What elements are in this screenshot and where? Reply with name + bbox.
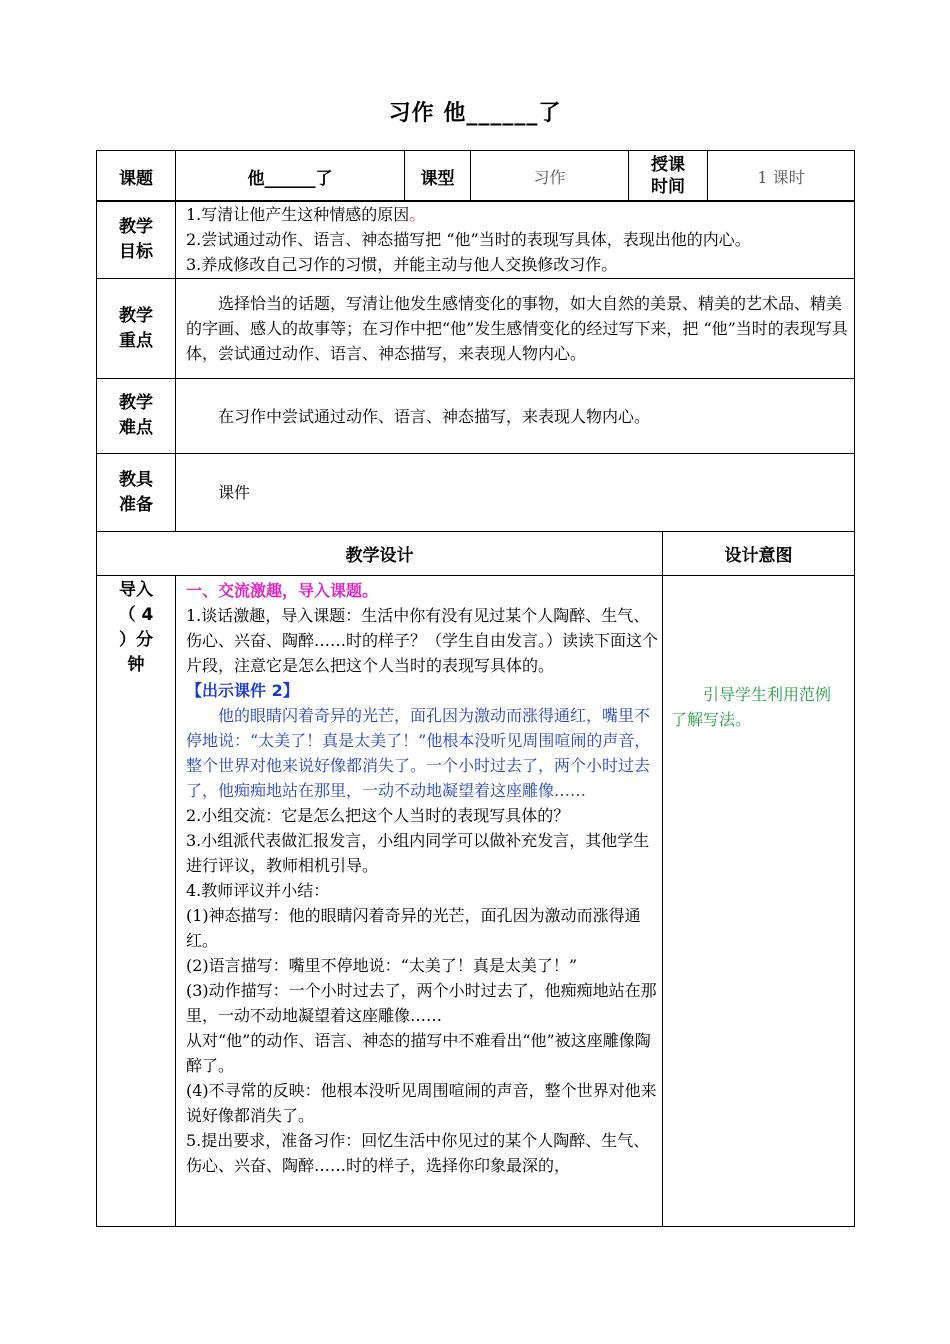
difficulties-label: 教学难点	[97, 379, 176, 454]
step-4-4: (4)不寻常的反映：他根本没听见周围喧闹的声音，整个世界对他来说好像都消失了。	[186, 1081, 657, 1125]
intent-cell	[663, 576, 855, 1227]
design-table	[96, 531, 855, 1227]
header-table	[96, 150, 855, 202]
step-4-summary: 从对“他”的动作、语言、神态的描写中不难看出“他”被这座雕像陶醉了。	[186, 1031, 651, 1075]
time-value: 1 课时	[708, 151, 855, 202]
page-title: 习作 他______了	[388, 101, 562, 126]
time-label: 授课时间	[629, 151, 708, 202]
goal-item-3: 3.养成修改自己习作的习惯，并能主动与他人交换修改习作。	[186, 255, 618, 274]
key-points-label: 教学重点	[97, 279, 176, 379]
type-value: 习作	[471, 151, 629, 202]
goal-item-1: 1.写清让他产生这种情感的原因。	[186, 205, 426, 224]
stage-label: 导入（ 4 ）分钟	[97, 576, 176, 1227]
design-header: 教学设计	[97, 532, 663, 576]
topic-value: 他______了	[176, 151, 405, 202]
goals-label: 教学目标	[97, 201, 176, 279]
step-2: 2.小组交流：它是怎么把这个人当时的表现写具体的？	[186, 806, 570, 825]
step-3: 3.小组派代表做汇报发言，小组内同学可以做补充发言，其他学生进行评议，教师相机引导。	[186, 831, 650, 875]
type-label: 课型	[405, 151, 471, 202]
key-points-text: 选择恰当的话题，写清让他发生感情变化的事物，如大自然的美景、精美的艺术品、精美的字画、感人的故事等；在习作中把“他”发生感情变化的经过写下来，把 “他”当时的表现写具体，尝试通过动作、语言、神态描写，来表现人物内心。	[176, 279, 855, 379]
step-5: 5.提出要求，准备习作：回忆生活中你见过的某个人陶醉、生气、伤心、兴奋、陶醉……时的样子，选择你印象最深的，	[186, 1131, 650, 1175]
step-1: 1.谈话激趣，导入课题：生活中你有没有见过某个人陶醉、生气、伤心、兴奋、陶醉……时的样子？（学生自由发言。）读读下面这个片段，注意它是怎么把这个人当时的表现写具体的。	[186, 606, 659, 675]
step-4-2: (2)语言描写：嘴里不停地说：“太美了！真是太美了！”	[186, 956, 578, 975]
difficulties-text: 在习作中尝试通过动作、语言、神态描写，来表现人物内心。	[176, 379, 855, 454]
tools-label: 教具准备	[97, 454, 176, 532]
tools-text: 课件	[176, 454, 855, 532]
step-4-1: (1)神态描写：他的眼睛闪着奇异的光芒，面孔因为激动而涨得通红。	[186, 906, 641, 950]
section-title: 一、交流激趣，导入课题。	[186, 581, 379, 600]
courseware-tag: 【出示课件 2】	[186, 681, 299, 700]
goals-list	[176, 201, 855, 279]
step-4: 4.教师评议并小结：	[186, 881, 330, 900]
goal-item-2: 2.尝试通过动作、语言、神态描写把 “他”当时的表现写具体，表现出他的内心。	[186, 230, 751, 249]
intent-text: 引导学生利用范例了解写法。	[671, 685, 832, 729]
design-content	[176, 576, 663, 1227]
intent-header: 设计意图	[663, 532, 855, 576]
step-4-3: (3)动作描写：一个小时过去了，两个小时过去了，他痴痴地站在那里，一动不动地凝望着这座雕像……	[186, 981, 657, 1025]
topic-label: 课题	[97, 151, 176, 202]
excerpt: 他的眼睛闪着奇异的光芒，面孔因为激动而涨得通红，嘴里不停地说：“太美了！真是太美了！”他根本没听见周围喧闹的声音，整个世界对他来说好像都消失了。一个小时过去了，两个小时过去了，他痴痴地站在那里，一动不动地凝望着这座雕像……	[186, 706, 651, 800]
info-table	[96, 200, 855, 532]
